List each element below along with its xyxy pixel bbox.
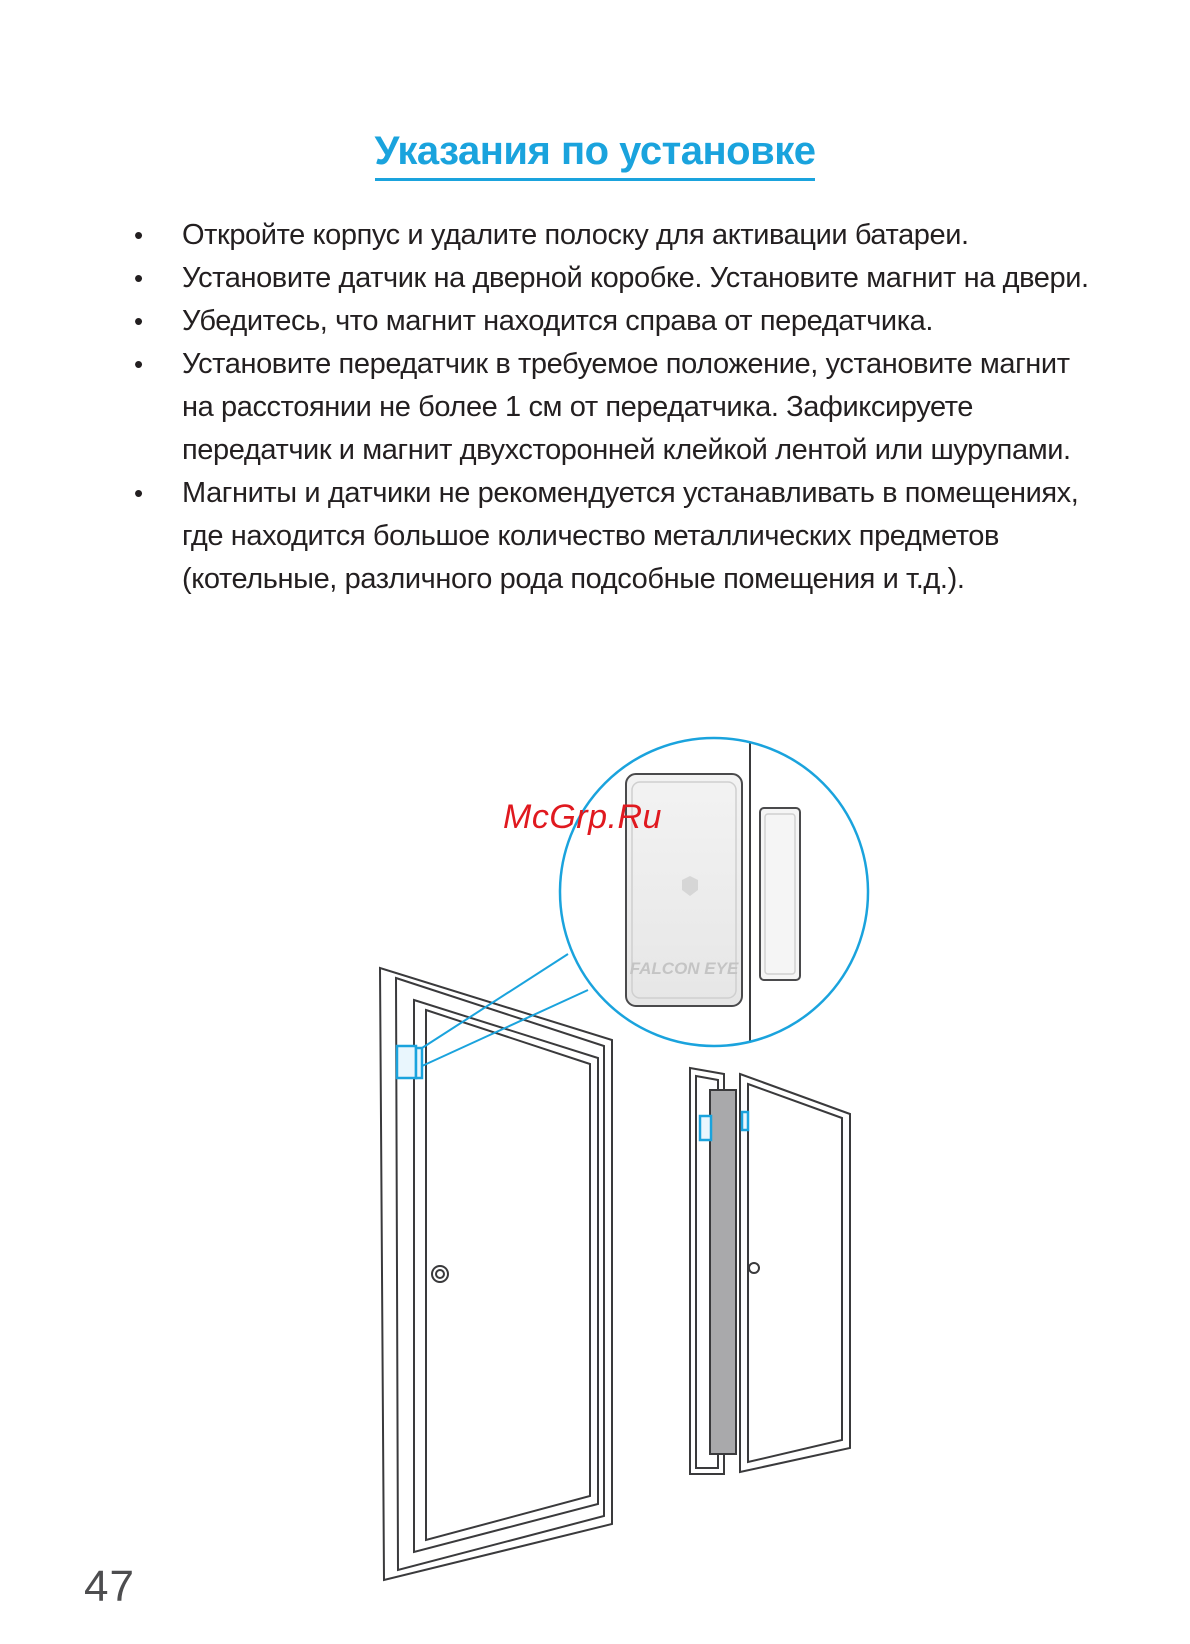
list-item-text: Установите передатчик в требуемое положение, установите магнит на расстоянии не более 1 см от передатчика. Зафиксируете передатчик и магнит двухсторонней клейкой лентой или шурупами.: [182, 348, 1071, 466]
list-item-text: Убедитесь, что магнит находится справа от передатчика.: [182, 305, 934, 337]
sensor-on-closed-door: [397, 1046, 422, 1078]
bullet-marker: •: [134, 306, 143, 336]
open-door-panel: [748, 1084, 842, 1462]
bullet-marker: •: [134, 263, 143, 293]
open-door-knob-icon: [749, 1263, 759, 1273]
bullet-marker: •: [134, 478, 143, 508]
page-number: 47: [84, 1562, 135, 1611]
door-panel: [426, 1010, 590, 1540]
zoom-circle: [560, 720, 868, 1060]
list-item-text: Откройте корпус и удалите полоску для активации батареи.: [182, 219, 969, 251]
list-item-text: Установите датчик на дверной коробке. Установите магнит на двери.: [182, 262, 1089, 294]
door-knob-inner: [436, 1270, 444, 1278]
door-opening-gap: [710, 1090, 736, 1454]
list-item-text: Магниты и датчики не рекомендуется устанавливать в помещениях, где находится большое количество металлических предметов (котельные, различного рода подсобные помещения и т.д.).: [182, 477, 1079, 595]
bullet-marker: •: [134, 220, 143, 250]
brand-label: FALCON EYE: [629, 959, 739, 978]
bullet-marker: •: [134, 349, 143, 379]
open-door: [690, 1068, 850, 1474]
magnet-body: [760, 808, 800, 980]
page-title-text: Указания по установке: [375, 128, 816, 181]
watermark: McGrp.Ru: [503, 798, 662, 836]
